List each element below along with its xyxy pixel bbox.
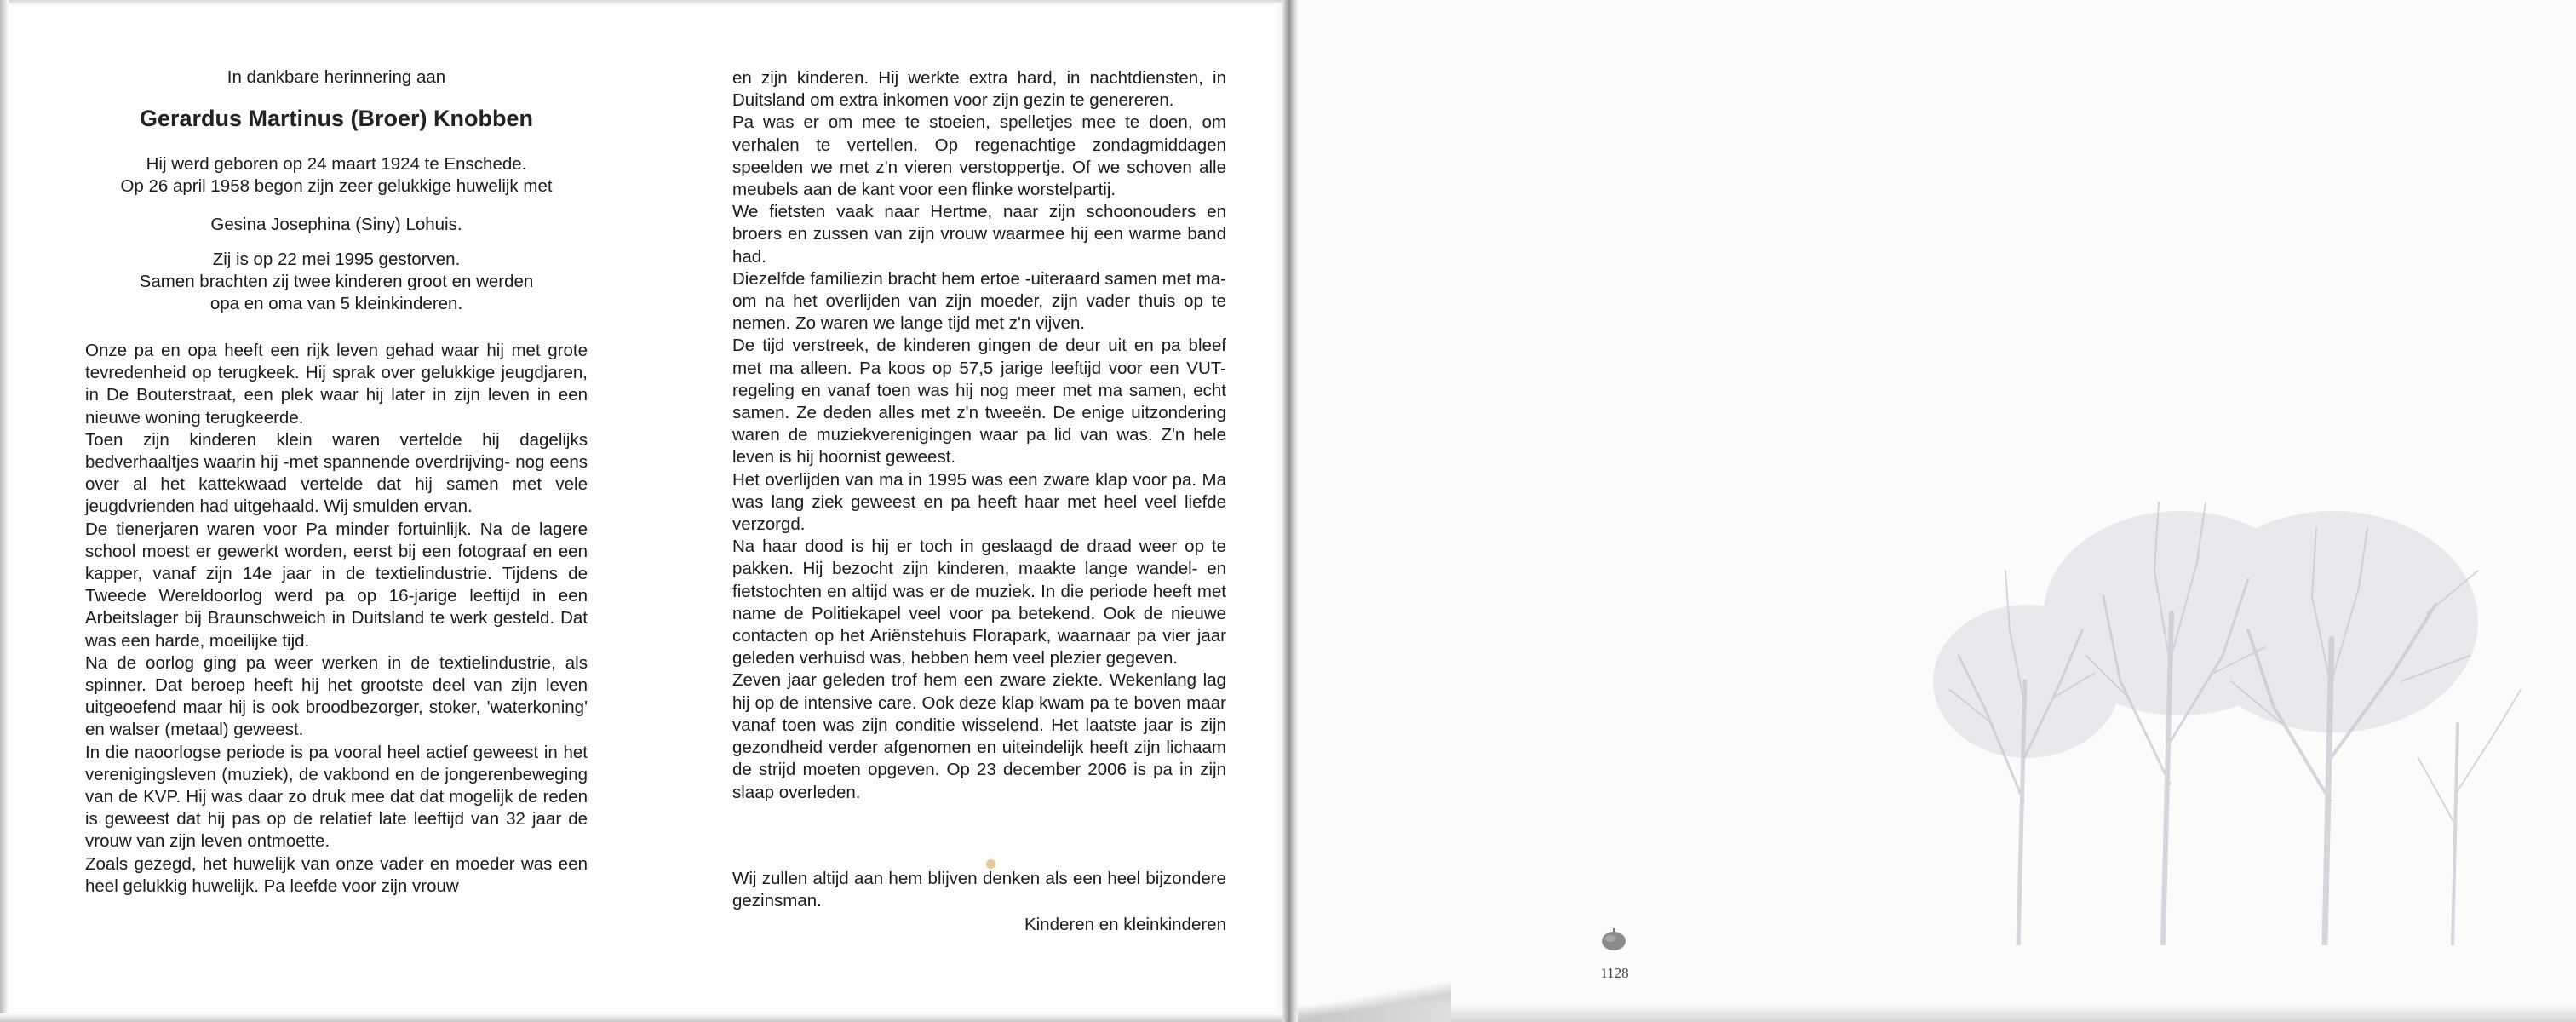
- paragraph: Onze pa en opa heeft een rijk leven gehad waar hij met grote tevredenheid op terugkeek. Hij sprak over gelukkige jeugdjaren, in De Bouterstraat, een plek waar hij later in zijn leven in een nieuwe woning terugkeerde.: [85, 341, 588, 428]
- paragraph: Zeven jaar geleden trof hem een zware ziekte. Wekenlang lag hij op de intensive care. Ook deze klap kwam pa te boven maar vanaf toen was zijn conditie wisselend. Het laatste jaar is zijn gezondheid verder afgenomen en uiteindelijk heeft zijn lichaam de strijd moeten opgeven. Op 23 december 2006 is pa in zijn slaap overleden.: [732, 670, 1226, 802]
- paragraph: en zijn kinderen. Hij werkte extra hard, in nachtdiensten, in Duitsland om extra inkomen voor zijn gezin te genereren.: [732, 68, 1226, 111]
- paragraph: De tienerjaren waren voor Pa minder fortuinlijk. Na de lagere school moest er gewerkt worden, eerst bij een fotograaf en een kapper, vanaf zijn 14e jaar in de textielindustrie. Tijdens de Tweede Wereldoorlog werd pa op 16-jarige leeftijd in een Arbeitslager bij Braunschweich in Duitsland te werk gesteld. Dat was een harde, moeilijke tijd.: [85, 519, 588, 651]
- paragraph: Na de oorlog ging pa weer werken in de textielindustrie, als spinner. Dat beroep heeft hij het grootste deel van zijn leven uitgeoefend maar hij is ook broodbezorger, stoker, 'waterkoning' en walser (metaal) geweest.: [85, 652, 588, 740]
- birth-marriage-lines: [85, 153, 588, 198]
- paragraph: De tijd verstreek, de kinderen gingen de deur uit en pa bleef met ma alleen. Pa koos op 57,5 jarige leeftijd voor een VUT-regeling en vanaf toen was hij nog meer met ma samen, echt samen. Ze deden alles met z'n tweeën. De enige uitzondering waren de muziekverenigingen waar pa lid van was. Z'n hele leven is hij hoornist geweest.: [732, 336, 1226, 468]
- paper-stain: [986, 859, 995, 869]
- intro-line: In dankbare herinnering aan: [227, 67, 446, 87]
- spouse-death-lines: [85, 249, 588, 315]
- right-column-text: [732, 67, 1226, 804]
- deceased-name: Gerardus Martinus (Broer) Knobben: [139, 106, 534, 131]
- leaf-ornament-icon: [1599, 927, 1628, 952]
- page-edge-top: [0, 0, 1286, 5]
- signature: Kinderen en kleinkinderen: [1024, 915, 1226, 934]
- children-line: Samen brachten zij twee kinderen groot en werden: [139, 272, 534, 291]
- page-edge-bottom: [0, 1013, 1286, 1022]
- paragraph: Het overlijden van ma in 1995 was een zware klap voor pa. Ma was lang ziek geweest en pa heeft haar met heel veel liefde verzorgd.: [732, 469, 1226, 535]
- center-fold: [1282, 0, 1298, 1022]
- spouse-name: Gesina Josephina (Siny) Lohuis.: [210, 215, 462, 234]
- paragraph: Zoals gezegd, het huwelijk van onze vader en moeder was een heel gelukkig huwelijk. Pa leefde voor zijn vrouw: [85, 853, 588, 896]
- page-edge-left: [0, 0, 9, 1022]
- winter-trees-illustration: [1925, 400, 2538, 945]
- spouse-death-line: Zij is op 22 mei 1995 gestorven.: [212, 250, 461, 269]
- paragraph: Pa was er om mee te stoeien, spelletjes mee te doen, om verhalen te vertellen. Op regenachtige zondagmiddagen speelden we met z'n vieren verstoppertje. Of we schoven alle meubels aan de kant voor een flinke worstelpartij.: [732, 112, 1226, 200]
- right-page-shadow: [1298, 1005, 2576, 1022]
- page-number: 1128: [1600, 965, 1629, 981]
- birth-line: Hij werd geboren op 24 maart 1924 te Enschede.: [146, 154, 527, 174]
- paragraph: Na haar dood is hij er toch in geslaagd de draad weer op te pakken. Hij bezocht zijn kinderen, maakte lange wandel- en fietstochten en altijd was er de muziek. In die periode heeft met name de Politiekapel veel voor pa betekend. Ook de nieuwe contacten op het Ariënstehuis Florapark, waarnaar pa vier jaar geleden verhuisd was, hebben hem veel plezier gegeven.: [732, 537, 1226, 669]
- grandchildren-line: opa en oma van 5 kleinkinderen.: [209, 294, 463, 313]
- paragraph: We fietsten vaak naar Hertme, naar zijn schoonouders en broers en zussen van zijn vrouw waarmee hij een warme band had.: [732, 202, 1226, 267]
- paragraph: In die naoorlogse periode is pa vooral heel actief geweest in het verenigingsleven (muziek), de vakbond en de jongerenbeweging van de KVP. Hij was daar zo druk mee dat dat mogelijk de reden is geweest dat hij pas op de relatief late leeftijd van 32 jaar de vrouw van zijn leven ontmoette.: [85, 742, 588, 852]
- left-column-text: [85, 340, 588, 898]
- page-curl: [1298, 979, 1451, 1022]
- marriage-line: Op 26 april 1958 begon zijn zeer gelukkige huwelijk met: [120, 176, 553, 196]
- paragraph: Diezelfde familiezin bracht hem ertoe -uiteraard samen met ma- om na het overlijden van zijn moeder, zijn vader thuis op te nemen. Zo waren we lange tijd met z'n vijven.: [732, 268, 1226, 334]
- closing-sentence: Wij zullen altijd aan hem blijven denken als een heel bijzondere gezinsman.: [732, 869, 1226, 911]
- paragraph: Toen zijn kinderen klein waren vertelde hij dagelijks bedverhaaltjes waarin hij -met spannende overdrijving- nog eens over al het kattekwaad vertelde dat hij samen met vele jeugdvrienden had uitgehaald. Wij smulden ervan.: [85, 429, 588, 517]
